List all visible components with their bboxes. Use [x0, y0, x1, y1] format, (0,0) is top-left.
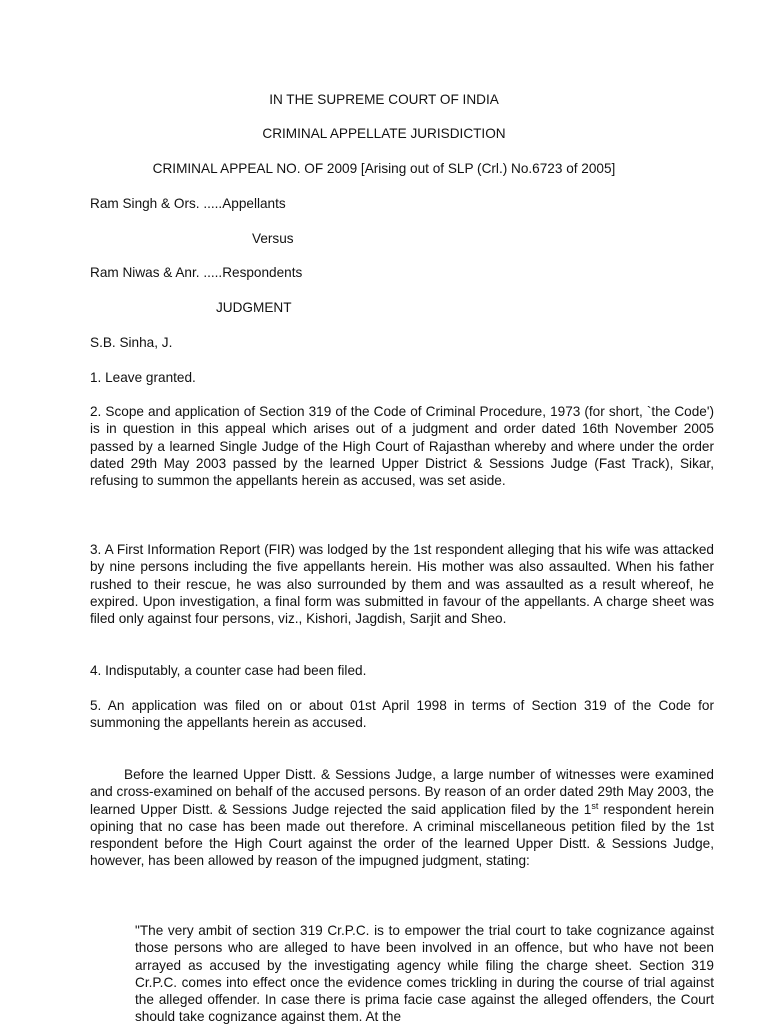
judgment-heading: JUDGMENT [216, 300, 292, 315]
versus-line: Versus [252, 231, 294, 246]
paragraph-3: 3. A First Information Report (FIR) was lodged by the 1st respondent alleging that his wife was attacked by nine persons including the five appellants herein. His mother was also assaulted. When his father rushed to their rescue, he was also surrounded by them and was assaulted as a result whereof, he expired. Upon investigation, a final form was submitted in favour of the appellants. A charge sheet was filed only against four persons, viz., Kishori, Jagdish, Sarjit and Sheo. [90, 542, 714, 627]
block-quote: "The very ambit of section 319 Cr.P.C. is to empower the trial court to take cognizance against those persons who are alleged to have been involved in an offence, but who have not been arrayed as accused by the investigating agency while filing the charge sheet. Section 319 Cr.P.C. comes into effect once the evidence comes trickling in during the course of trial against the alleged offender. In case there is prima facie case against the alleged offenders, the Court should take cognizance against them. At the [135, 923, 714, 1024]
paragraph-2: 2. Scope and application of Section 319 of the Code of Criminal Procedure, 1973 (for short, `the Code') is in question in this appeal which arises out of a judgment and order dated 16th November 2005 passed by a learned Single Judge of the High Court of Rajasthan whereby and where under the order dated 29th May 2003 passed by the learned Upper District & Sessions Judge (Fast Track), Sikar, refusing to summon the appellants herein as accused, was set aside. [90, 404, 714, 489]
respondents-line: Ram Niwas & Anr. .....Respondents [90, 265, 303, 280]
judge-name: S.B. Sinha, J. [90, 335, 173, 350]
jurisdiction-heading: CRIMINAL APPELLATE JURISDICTION [262, 126, 506, 141]
paragraph-1: 1. Leave granted. [90, 370, 196, 385]
paragraph-6 [90, 766, 714, 870]
paragraph-6-text-b: respondent herein opining that no case has been made out therefore. A criminal miscellaneous petition filed by the 1st respondent before the High Court against the order of the learned Upper Distt. & Sessions Judge, however, has been allowed by reason of the impugned judgment, stating: [90, 801, 715, 869]
paragraph-4: 4. Indisputably, a counter case had been filed. [90, 663, 367, 678]
ordinal-superscript: st [591, 800, 599, 811]
appellants-line: Ram Singh & Ors. .....Appellants [90, 196, 286, 211]
appeal-number: CRIMINAL APPEAL NO. OF 2009 [Arising out of SLP (Crl.) No.6723 of 2005] [152, 161, 616, 176]
court-heading: IN THE SUPREME COURT OF INDIA [269, 92, 499, 107]
paragraph-6-text-a: Before the learned Upper Distt. & Sessions Judge, a large number of witnesses were examined and cross-examined on behalf of the accused persons. By reason of an order dated 29th May 2003, the learned Upper Distt. & Sessions Judge rejected the said application filed by the 1 [90, 767, 714, 817]
paragraph-5: 5. An application was filed on or about 01st April 1998 in terms of Section 319 of the Code for summoning the appellants herein as accused. [90, 698, 714, 731]
